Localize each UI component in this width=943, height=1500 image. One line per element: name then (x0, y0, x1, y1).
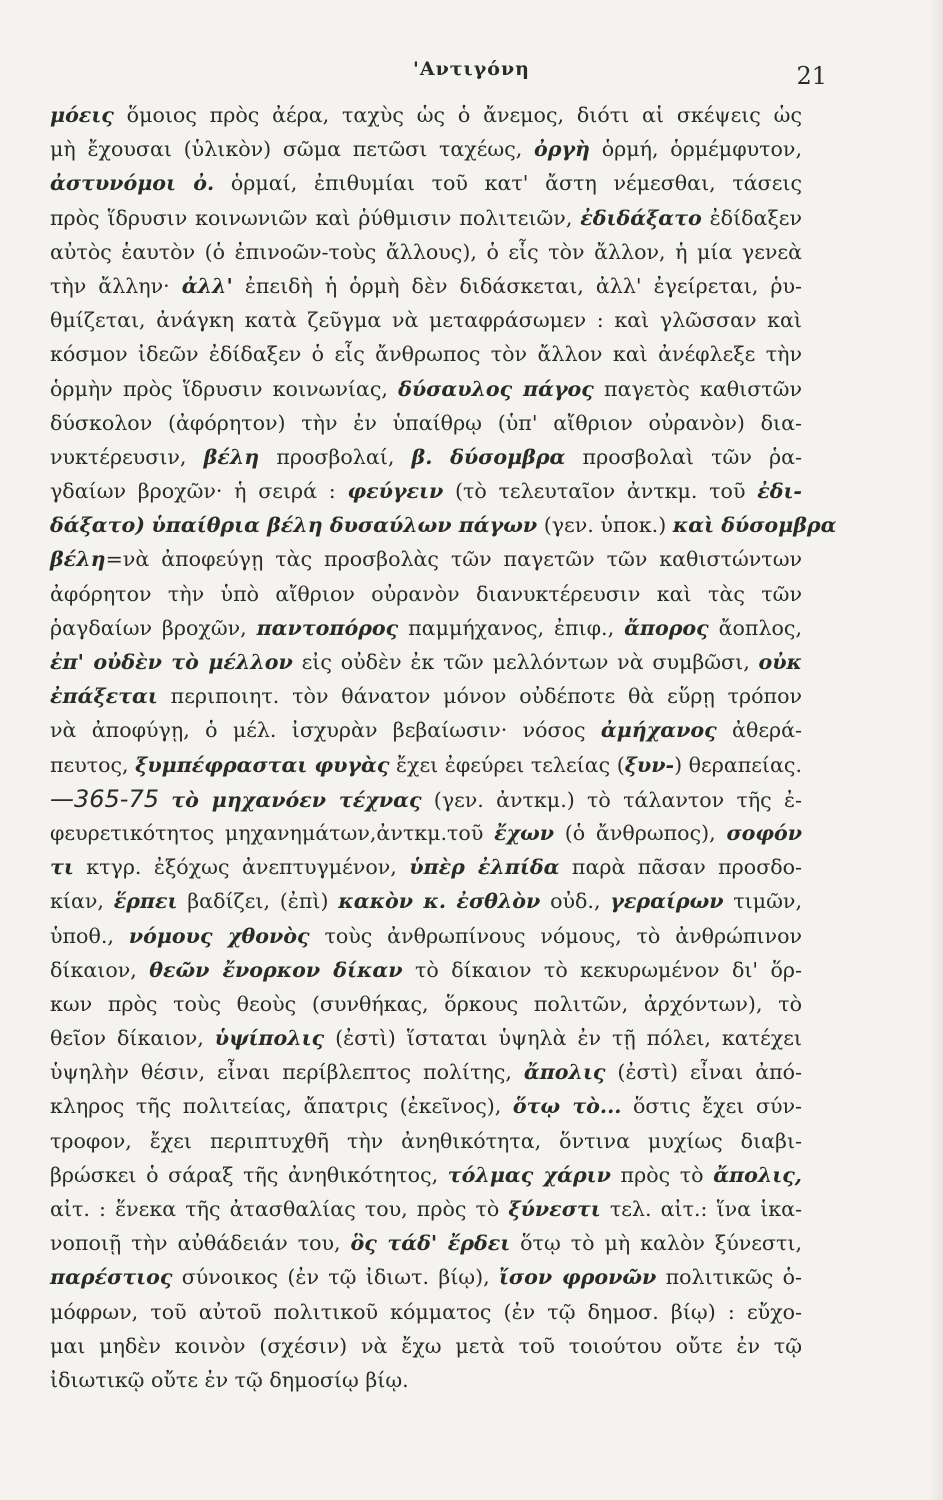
gloss-text: ἄοπλος, (708, 615, 802, 640)
text-line (50, 1192, 802, 1226)
gloss-text: ῥαγδαίων βροχῶν, (50, 615, 257, 640)
running-title: 'Αντιγόνη (413, 58, 530, 80)
lemma-term: μόεις (50, 103, 114, 127)
gloss-text: αἰτ. : ἕνεκα τῆς ἀτασθαλίας του, πρὸς τὸ (50, 1197, 509, 1221)
page-edge-shadow (929, 0, 943, 1500)
text-line (50, 337, 802, 371)
gloss-text: τελ. αἰτ.: ἵνα ἱκα- (600, 1197, 802, 1221)
lemma-term: ἴσον φρονῶν (498, 1265, 657, 1290)
text-line (50, 1021, 802, 1055)
lemma-term: καὶ δύσομβρα (672, 513, 837, 538)
gloss-text: πευτος, (50, 752, 136, 777)
text-line (50, 816, 802, 850)
gloss-text: =νὰ ἀποφεύγῃ τὰς προσβολὰς τῶν παγετῶν τῶν καθιστώντων (105, 547, 802, 572)
lemma-term: βέλη (203, 444, 260, 469)
gloss-text: μὴ ἔχουσαι (ὑλικὸν) σῶμα πετῶσι ταχέως, (50, 137, 535, 162)
lemma-term: ἄπολις (523, 1060, 606, 1085)
text-line (50, 953, 802, 987)
lemma-term: ἐπάξεται (50, 684, 158, 709)
gloss-text: πρὸς ἵδρυσιν κοινωνιῶν καὶ ῥύθμισιν πολιτειῶν, (50, 205, 581, 230)
text-line (50, 782, 802, 816)
text-line (50, 474, 802, 508)
gloss-text: ὁρμαί, ἐπιθυμίαι τοῦ κατ' ἄστη νέμεσθαι, τάσεις (214, 171, 802, 196)
text-line (50, 987, 802, 1021)
lemma-term: ξυμπέφρασται φυγὰς (135, 752, 390, 777)
gloss-text: ὑποθ., (50, 923, 129, 948)
gloss-text: νοποιῇ τὴν αὐθάδειάν του, (50, 1231, 351, 1256)
lemma-term: παρέστιος (50, 1265, 173, 1290)
text-line (50, 269, 802, 303)
gloss-text: κίαν, (50, 889, 114, 914)
lemma-term: β. δύσομβρα (411, 444, 566, 469)
lemma-term: τὸ μηχανόεν τέχνας (171, 787, 422, 812)
text-line (50, 645, 802, 679)
gloss-text: θεῖον δίκαιον, (50, 1026, 215, 1051)
gloss-text: προσβολαί, (259, 444, 412, 469)
gloss-text: εἰς οὐδὲν ἐκ τῶν μελλόντων νὰ συμβῶσι, (292, 650, 759, 674)
text-line (50, 1260, 802, 1294)
lemma-term: ὑπὲρ ἐλπίδα (409, 855, 560, 880)
gloss-text: τὴν ἄλλην· (50, 273, 182, 298)
gloss-text: ὁρμή, ὁρμέμφυτον, (590, 137, 802, 162)
gloss-text: νυκτέρευσιν, (50, 444, 204, 469)
text-line (50, 679, 802, 713)
gloss-text: τροφον, ἔχει περιπτυχθῆ τὴν ἀνηθικότητα, ὅντινα μυχίως διαβι- (50, 1128, 802, 1153)
lemma-term: ἀμήχανος (600, 718, 717, 743)
gloss-text: κληρος τῆς πολιτείας, ἄπατρις (ἐκεῖνος), (50, 1094, 513, 1119)
gloss-text: νὰ ἀποφύγῃ, ὁ μέλ. ἰσχυρὰν βεβαίωσιν· νόσος (50, 718, 601, 743)
text-line (50, 884, 802, 918)
gloss-text: τοὺς ἀνθρωπίνους νόμους, τὸ ἀνθρώπινον (309, 923, 802, 948)
text-line (50, 132, 802, 166)
gloss-text: προσβολαὶ τῶν ῥα- (565, 444, 802, 469)
verse-reference-note: —365-75 (50, 784, 160, 813)
gloss-text: ὑψηλὴν θέσιν, εἶναι περίβλεπτος πολίτης, (50, 1060, 524, 1085)
gloss-text: μόφρων, τοῦ αὐτοῦ πολιτικοῦ κόμματος (ἐν τῷ δημοσ. βίῳ) : εὔχο- (50, 1299, 802, 1324)
lemma-term: σοφόν (726, 820, 803, 845)
lemma-term: οὐκ (758, 650, 802, 674)
lemma-term: νόμους χθονὸς (128, 923, 310, 948)
gloss-text: ἐπειδὴ ἡ ὁρμὴ δὲν διδάσκεται, ἀλλ' ἐγείρεται, ῥυ- (232, 273, 802, 298)
gloss-text: περιποιητ. τὸν θάνατον μόνον οὐδέποτε θὰ εὕρῃ τρόπον (157, 684, 802, 709)
gloss-text: κτγρ. ἐξόχως ἀνεπτυγμένον, (73, 855, 410, 880)
gloss-text: δίκαιον, (50, 957, 150, 982)
gloss-text: αὐτὸς ἑαυτὸν (ὁ ἐπινοῶν-τοὺς ἄλλους), ὁ εἷς τὸν ἄλλον, ἡ μία γενεὰ (50, 239, 802, 264)
gloss-text: παγετὸς καθιστῶν (593, 376, 802, 401)
gloss-text: θμίζεται, ἀνάγκη κατὰ ζεῦγμα νὰ μεταφράσωμεν : καὶ γλῶσσαν καὶ (50, 308, 802, 333)
text-line (50, 1363, 802, 1397)
lemma-term: ἐδιδάξατο (580, 205, 702, 230)
gloss-text: γδαίων βροχῶν· ἡ σειρά : (50, 479, 348, 504)
text-line (50, 1124, 802, 1158)
text-line (50, 201, 802, 235)
gloss-text: ὅμοιος πρὸς ἀέρα, ταχὺς ὡς ὁ ἄνεμος, διότι αἱ σκέψεις ὡς (113, 103, 802, 127)
gloss-text: βρώσκει ὁ σάραξ τῆς ἀνηθικότητος, (50, 1162, 448, 1187)
lemma-term: ὑψίπολις (214, 1026, 325, 1051)
lemma-term: ἄπολις, (713, 1162, 802, 1187)
lemma-term: ξύνεστι (508, 1197, 601, 1221)
text-line (50, 406, 802, 440)
lemma-term: ἀστυνόμοι ὀ. (50, 171, 215, 196)
gloss-text: τὸ δίκαιον τὸ κεκυρωμένον δι' ὅρ- (402, 957, 802, 982)
gloss-text (159, 788, 171, 812)
gloss-text: τιμῶν, (723, 889, 802, 914)
gloss-text: πρὸς τὸ (610, 1162, 714, 1187)
commentary-text (50, 98, 837, 1397)
lemma-term: ὃς τάδ' ἔρδει (350, 1231, 511, 1256)
lemma-term: ἔχων (494, 820, 555, 845)
gloss-text: κων πρὸς τοὺς θεοὺς (συνθήκας, ὅρκους πολιτῶν, ἀρχόντων), τὸ (50, 991, 802, 1016)
text-line (50, 235, 802, 269)
gloss-text: (ὁ ἄνθρωπος), (554, 820, 727, 845)
text-line (50, 611, 802, 645)
gloss-text: βαδίζει, (ἐπὶ) (177, 889, 339, 914)
gloss-text: οὐδ., (540, 889, 611, 914)
lemma-term: ὅτῳ τὸ... (512, 1094, 622, 1119)
text-line (50, 508, 837, 542)
text-line (50, 1089, 802, 1123)
gloss-text: παμμήχανος, ἐπιφ., (398, 615, 625, 640)
lemma-term: ὑπαίθρια βέλη δυσαύλων πάγων (151, 513, 538, 538)
lemma-term: θεῶν ἔνορκον δίκαν (149, 957, 403, 982)
text-line (50, 372, 802, 406)
lemma-term: ξυν- (624, 752, 675, 777)
gloss-text: κόσμον ἰδεῶν ἐδίδαξεν ὁ εἷς ἄνθρωπος τὸν ἄλλον καὶ ἀνέφλεξε τὴν (50, 342, 802, 367)
page-header (0, 58, 943, 88)
lemma-term: κακὸν κ. ἐσθλὸν (338, 889, 541, 914)
lemma-term: βέλη (50, 547, 106, 572)
lemma-term: ἐδι- (757, 479, 802, 504)
text-line (50, 98, 802, 132)
text-line (50, 577, 802, 611)
gloss-text: ὅστις ἔχει σύν- (621, 1094, 802, 1119)
gloss-text: ἐδίδαξεν (701, 205, 802, 230)
text-line (50, 713, 802, 747)
lemma-term: ἐπ' οὐδὲν τὸ μέλλον (50, 650, 293, 674)
gloss-text: ἰδιωτικῷ οὔτε ἐν τῷ δημοσίῳ βίῳ. (50, 1367, 409, 1392)
lemma-term: παντοπόρος (256, 615, 399, 640)
lemma-term: γεραίρων (610, 889, 724, 914)
lemma-term: δάξατο) (50, 513, 145, 538)
page-number: 21 (796, 62, 827, 90)
text-line (50, 440, 802, 474)
text-line (50, 1158, 802, 1192)
text-line (50, 166, 802, 200)
lemma-term: ἄπορος (624, 615, 709, 640)
text-line (50, 919, 802, 953)
gloss-text: ἔχει ἐφεύρει τελείας ( (389, 752, 625, 777)
gloss-text: φευρετικότητος μηχανημάτων,ἀντκμ.τοῦ (50, 820, 495, 845)
gloss-text: (γεν. ἀντκμ.) τὸ τάλαντον τῆς ἐ- (421, 787, 802, 812)
lemma-term: ὀργὴ (534, 137, 591, 162)
lemma-term: ἕρπει (113, 889, 178, 914)
lemma-term: φεύγειν (347, 479, 444, 504)
gloss-text: δύσκολον (ἀφόρητον) τὴν ἐν ὑπαίθρῳ (ὑπ' αἴθριον οὐρανὸν) δια- (50, 410, 802, 435)
text-line (50, 1055, 802, 1089)
gloss-text: ὅτῳ τὸ μὴ καλὸν ξύνεστι, (510, 1231, 802, 1256)
text-line (50, 748, 802, 782)
gloss-text: (γεν. ὑποκ.) (537, 513, 673, 538)
gloss-text: (τὸ τελευταῖον ἀντκμ. τοῦ (443, 479, 758, 504)
lemma-term: τόλμας χάριν (447, 1162, 611, 1187)
lemma-term: δύσαυλος πάγος (398, 376, 594, 401)
text-line (50, 1226, 802, 1260)
gloss-text: ἀθερά- (716, 718, 802, 743)
lemma-term: τι (50, 855, 74, 880)
text-line (50, 850, 802, 884)
gloss-text: πολιτικῶς ὁ- (656, 1265, 802, 1290)
gloss-text: μαι μηδὲν κοινὸν (σχέσιν) νὰ ἔχω μετὰ τοῦ τοιούτου οὔτε ἐν τῷ (50, 1333, 802, 1358)
text-line (50, 542, 802, 576)
text-line (50, 1295, 802, 1329)
gloss-text: ) θεραπείας. (674, 752, 802, 777)
text-line (50, 1329, 802, 1363)
text-line (50, 303, 802, 337)
gloss-text: (ἐστὶ) εἶναι ἀπό- (605, 1060, 802, 1085)
gloss-text: ὁρμὴν πρὸς ἵδρυσιν κοινωνίας, (50, 376, 399, 401)
gloss-text: σύνοικος (ἐν τῷ ἰδιωτ. βίῳ), (172, 1265, 499, 1290)
gloss-text: ἀφόρητον τὴν ὑπὸ αἴθριον οὐρανὸν διανυκτέρευσιν καὶ τὰς τῶν (50, 581, 802, 606)
gloss-text: (ἐστὶ) ἵσταται ὑψηλὰ ἐν τῇ πόλει, κατέχει (324, 1026, 802, 1051)
lemma-term: ἀλλ' (181, 273, 233, 298)
gloss-text: παρὰ πᾶσαν προσδο- (559, 855, 803, 880)
